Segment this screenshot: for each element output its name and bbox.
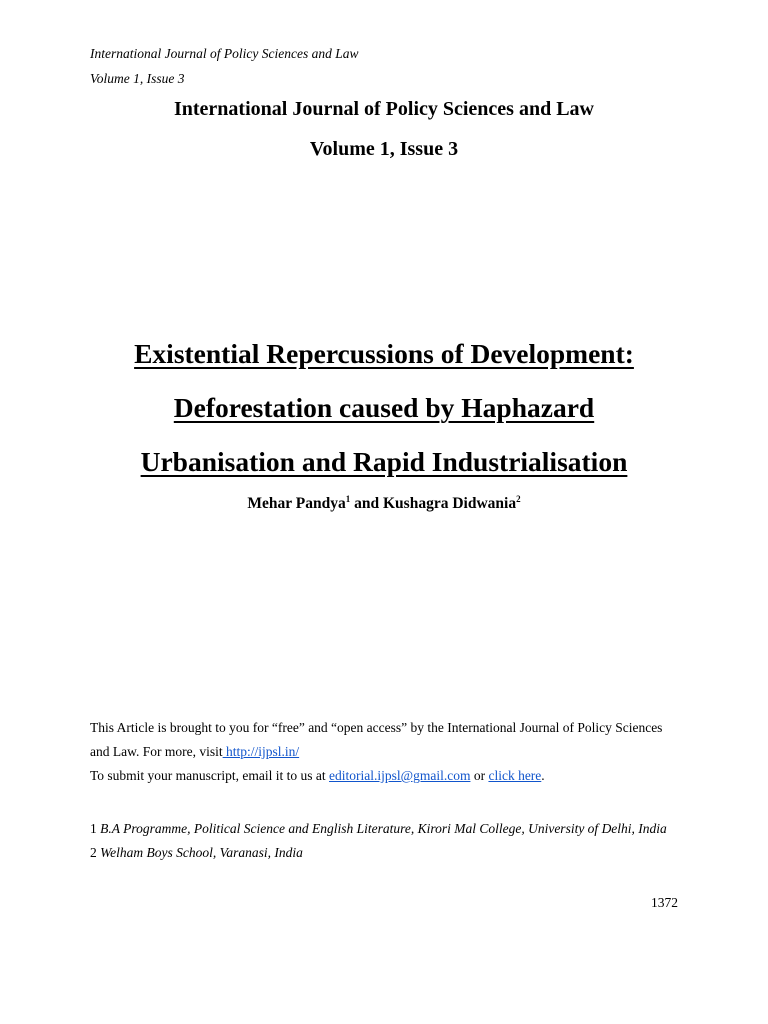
notice-visit-text: and Law. For more, visit (90, 744, 223, 759)
article-title-line-3: Urbanisation and Rapid Industrialisation (140, 446, 628, 477)
website-link[interactable]: http://ijpsl.in/ (222, 744, 300, 759)
footnote-1-text: B.A Programme, Political Science and English Literature, Kirori Mal College, University of Delhi, India (100, 821, 667, 836)
footnotes (90, 817, 678, 865)
email-link[interactable]: editorial.ijpsl@gmail.com (329, 768, 471, 783)
open-access-notice (90, 716, 680, 788)
author-1: Mehar Pandya (247, 495, 346, 512)
period-text: . (541, 768, 545, 783)
author-2-footnote-marker: 2 (516, 493, 521, 504)
footnote-2-text: Welham Boys School, Varanasi, India (100, 845, 303, 860)
notice-line-1: This Article is brought to you for “free” and “open access” by the International Journal of Policy Sciences (90, 720, 663, 735)
volume-issue: Volume 1, Issue 3 (309, 138, 459, 160)
running-header-volume: Volume 1, Issue 3 (90, 71, 185, 86)
footnote-1-number: 1 (90, 821, 101, 836)
author-1-footnote-marker: 1 (345, 493, 351, 504)
notice-line-3 (90, 764, 680, 788)
footnote-1 (90, 817, 678, 841)
footnote-2-number: 2 (90, 845, 101, 860)
page-number: 1372 (651, 895, 678, 910)
notice-line-2 (90, 740, 680, 764)
footnote-2 (90, 841, 678, 865)
author-2: Kushagra Didwania (383, 495, 517, 512)
author-line (0, 494, 768, 514)
click-here-link[interactable]: click here (488, 768, 542, 783)
running-header-journal: International Journal of Policy Sciences and Law (90, 46, 359, 61)
article-title-line-2: Deforestation caused by Haphazard (173, 392, 595, 423)
author-join: and (350, 495, 383, 512)
or-text: or (470, 768, 489, 783)
article-title-line-1: Existential Repercussions of Development: (134, 338, 634, 369)
submit-text: To submit your manuscript, email it to us at (90, 768, 330, 783)
journal-title: International Journal of Policy Sciences and Law (173, 98, 594, 120)
